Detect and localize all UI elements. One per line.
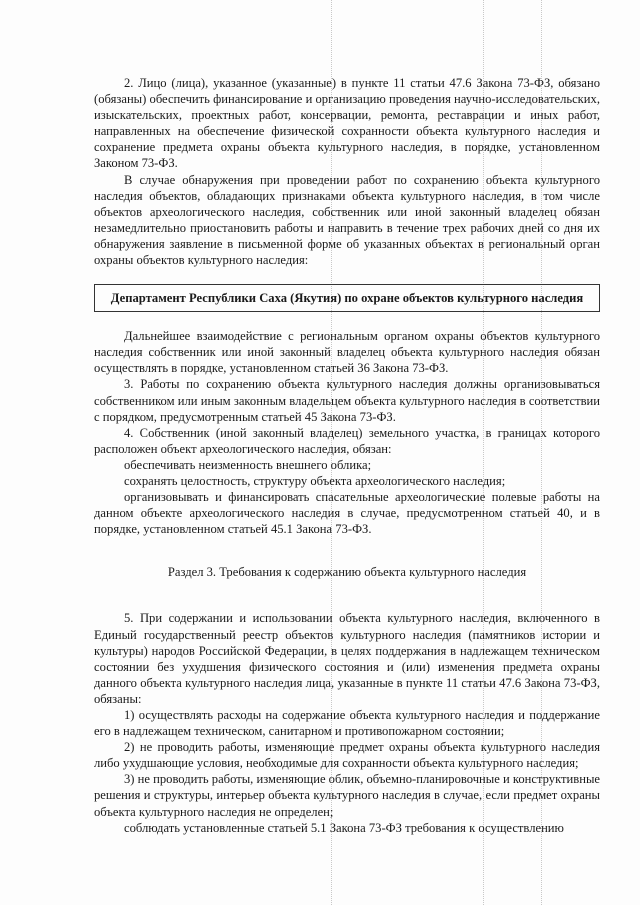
document-body [94, 75, 600, 836]
section-title: Раздел 3. Требования к содержанию объекта культурного наследия [167, 565, 527, 580]
paragraph-discovery: В случае обнаружения при проведении работ по сохранению объекта культурного наследия объектов, обладающих признаками объекта культурного наследия, в том числе объектов археологического наследия, собственник или иной законный владелец обязан незамедлительно приостановить работы и направить в течение трех рабочих дней со дня их обнаружения заявление в письменной форме об указанных объектах в региональный орган охраны объектов культурного наследия: [94, 172, 600, 268]
list-item: 2) не проводить работы, изменяющие предмет охраны объекта культурного наследия либо ухудшающие условия, необходимые для сохранности объекта культурного наследия; [94, 740, 600, 771]
paragraph-item-5: 5. При содержании и использовании объекта культурного наследия, включенного в Единый государственный реестр объектов культурного наследия (памятников истории и культуры) народов Российской Федерации, в целях поддержания в надлежащем техническом состоянии без ухудшения физического состояния и (или) изменения предмета охраны данного объекта культурного наследия лица, указанные в пункте 11 статьи 47.6 Закона 73-ФЗ, обязаны: [94, 611, 600, 706]
list-item: 3) не проводить работы, изменяющие облик, объемно-планировочные и конструктивные решения и структуры, интерьер объекта культурного наследия в случае, если предмет охраны объекта культурного наследия не определен; [94, 772, 601, 819]
paragraph-interaction: Дальнейшее взаимодействие с региональным органом охраны объектов культурного наследия собственник или иной законный владелец объекта культурного наследия обязан осуществлять в порядке, установленном статьей 36 Закона 73-ФЗ. [94, 329, 600, 376]
list-item: организовывать и финансировать спасательные археологические полевые работы на данном объекте археологического наследия в случае, предусмотренном статьей 40, и в порядке, установленном статьей 45.1 Закона 73-ФЗ. [94, 490, 600, 537]
list-item: обеспечивать неизменность внешнего облика; [124, 457, 372, 472]
paragraph-item-3: 3. Работы по сохранению объекта культурного наследия должны организовываться собственником или иным законным владельцем объекта культурного наследия в соответствии с порядком, предусмотренным статьей 45 Закона 73-ФЗ. [94, 377, 600, 424]
list-item: 1) осуществлять расходы на содержание объекта культурного наследия и поддержание его в надлежащем техническом, санитарном и противопожарном состоянии; [94, 708, 600, 739]
paragraph-item-4: 4. Собственник (иной законный владелец) земельного участка, в границах которого расположен объект археологического наследия, обязан: [94, 425, 600, 456]
list-item: соблюдать установленные статьей 5.1 Закона 73-ФЗ требования к осуществлению [124, 820, 564, 835]
list-item: сохранять целостность, структуру объекта археологического наследия; [124, 473, 506, 488]
paragraph-item-2: 2. Лицо (лица), указанное (указанные) в пункте 11 статьи 47.6 Закона 73-ФЗ, обязано (обязаны) обеспечить финансирование и организацию проведения научно-исследовательских, изыскательских, проектных работ, консервации, ремонта, реставрации и иных работ, направленных на обеспечение физической сохранности объекта культурного наследия и сохранение предмета охраны объекта культурного наследия, в порядке, установленном Законом 73-ФЗ. [94, 76, 600, 171]
organization-box: Департамент Республики Саха (Якутия) по охране объектов культурного наследия [94, 284, 600, 312]
